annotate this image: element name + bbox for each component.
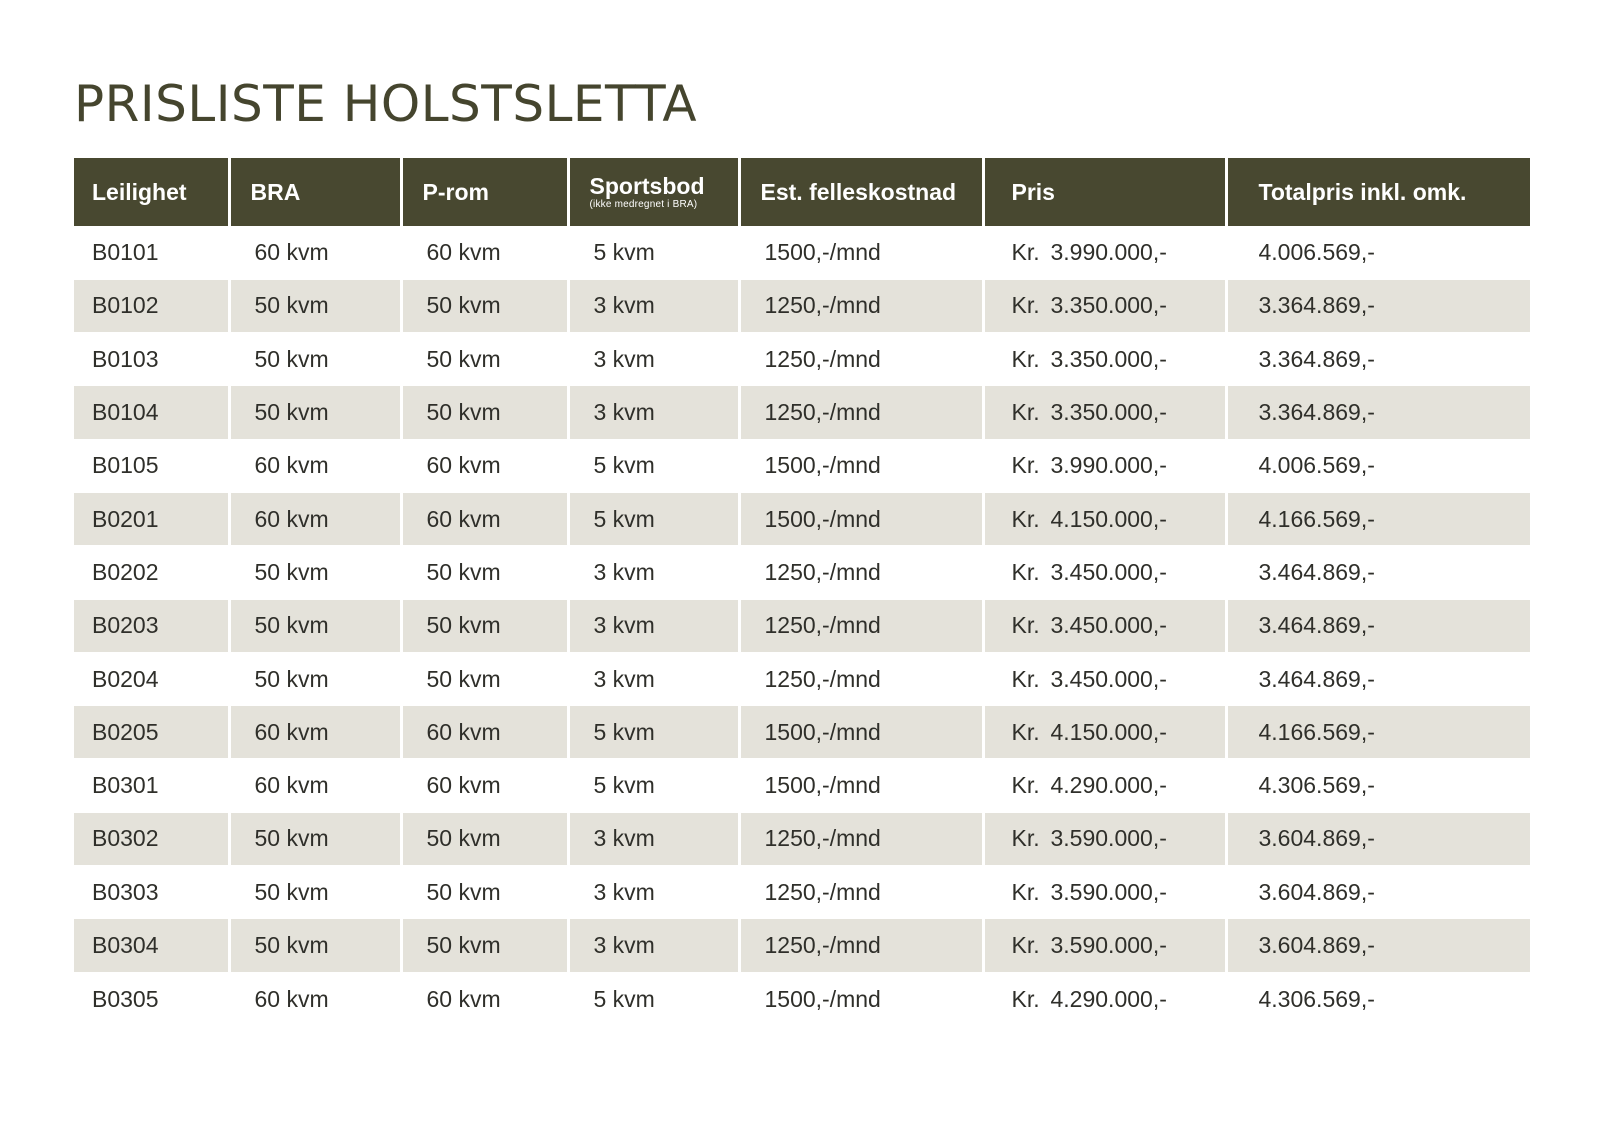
table-row (74, 919, 1530, 972)
cell-totalpris: 3.604.869,- (1226, 812, 1530, 865)
cell-prom: 50 kvm (401, 866, 568, 919)
page-title: PRISLISTE HOLSTSLETTA (74, 75, 698, 133)
cell-pris (983, 866, 1226, 919)
price-value: 3.590.000,- (1050, 878, 1167, 905)
cell-bra: 60 kvm (229, 439, 401, 492)
currency-prefix: Kr. (1011, 932, 1040, 958)
currency-prefix: Kr. (1011, 772, 1040, 799)
table-row (74, 439, 1530, 492)
cell-prom: 60 kvm (401, 492, 568, 545)
cell-leilighet: B0205 (74, 706, 229, 759)
cell-pris (983, 546, 1226, 599)
cell-sportsbod: 5 kvm (568, 759, 739, 812)
cell-pris (983, 599, 1226, 652)
cell-sportsbod: 5 kvm (568, 972, 739, 1025)
cell-leilighet: B0201 (74, 492, 229, 545)
currency-prefix: Kr. (1011, 612, 1040, 639)
cell-sportsbod: 5 kvm (568, 706, 739, 759)
cell-sportsbod: 5 kvm (568, 226, 739, 279)
cell-felleskostnad: 1500,-/mnd (739, 706, 983, 759)
cell-totalpris: 3.604.869,- (1226, 866, 1530, 919)
cell-totalpris: 4.306.569,- (1226, 759, 1530, 812)
cell-pris (983, 919, 1226, 972)
cell-prom: 50 kvm (401, 812, 568, 865)
cell-sportsbod: 5 kvm (568, 439, 739, 492)
table-row (74, 226, 1530, 279)
header-pris: Pris (983, 158, 1226, 226)
cell-prom: 60 kvm (401, 706, 568, 759)
cell-sportsbod: 3 kvm (568, 279, 739, 332)
table-row (74, 706, 1530, 759)
cell-totalpris: 3.464.869,- (1226, 652, 1530, 705)
cell-felleskostnad: 1250,-/mnd (739, 919, 983, 972)
cell-leilighet: B0103 (92, 345, 159, 372)
table-row (74, 652, 1530, 705)
cell-pris (983, 759, 1226, 812)
cell-totalpris: 3.464.869,- (1226, 599, 1530, 652)
cell-felleskostnad: 1250,-/mnd (739, 279, 983, 332)
cell-pris (983, 706, 1226, 759)
cell-totalpris: 4.006.569,- (1226, 439, 1530, 492)
cell-totalpris: 3.604.869,- (1226, 919, 1530, 972)
cell-felleskostnad: 1250,-/mnd (739, 599, 983, 652)
cell-bra: 50 kvm (229, 652, 401, 705)
table-row (74, 599, 1530, 652)
cell-sportsbod: 3 kvm (568, 652, 739, 705)
currency-prefix: Kr. (1011, 985, 1040, 1012)
cell-leilighet: B0105 (92, 452, 159, 479)
cell-pris (983, 812, 1226, 865)
table-row (74, 386, 1530, 439)
cell-totalpris: 4.166.569,- (1226, 492, 1530, 545)
price-value: 3.350.000,- (1050, 292, 1167, 319)
cell-sportsbod: 3 kvm (568, 812, 739, 865)
cell-totalpris: 4.006.569,- (1226, 226, 1530, 279)
header-row (74, 158, 1530, 226)
cell-sportsbod: 3 kvm (568, 386, 739, 439)
cell-pris (983, 439, 1226, 492)
header-totalpris: Totalpris inkl. omk. (1226, 158, 1530, 226)
cell-pris (983, 386, 1226, 439)
cell-felleskostnad: 1250,-/mnd (739, 652, 983, 705)
cell-prom: 50 kvm (401, 386, 568, 439)
table-row (74, 546, 1530, 599)
header-bra: BRA (229, 158, 401, 226)
currency-prefix: Kr. (1011, 665, 1040, 692)
table-body (74, 226, 1530, 1025)
cell-pris (983, 279, 1226, 332)
cell-totalpris: 4.166.569,- (1226, 706, 1530, 759)
table-row (74, 759, 1530, 812)
cell-totalpris: 3.364.869,- (1226, 279, 1530, 332)
price-value: 3.350.000,- (1050, 399, 1167, 426)
cell-leilighet: B0204 (92, 665, 159, 692)
cell-felleskostnad: 1500,-/mnd (739, 226, 983, 279)
cell-leilighet: B0301 (92, 772, 159, 799)
cell-totalpris: 3.464.869,- (1226, 546, 1530, 599)
price-value: 3.450.000,- (1050, 612, 1167, 639)
cell-leilighet: B0302 (74, 812, 229, 865)
cell-bra: 50 kvm (229, 279, 401, 332)
header-leilighet: Leilighet (92, 178, 187, 205)
price-value: 4.290.000,- (1050, 985, 1167, 1012)
price-value: 4.290.000,- (1050, 772, 1167, 799)
cell-bra: 60 kvm (229, 492, 401, 545)
cell-leilighet: B0203 (74, 599, 229, 652)
currency-prefix: Kr. (1011, 399, 1040, 426)
currency-prefix: Kr. (1011, 505, 1040, 532)
cell-felleskostnad: 1500,-/mnd (739, 972, 983, 1025)
cell-leilighet: B0104 (74, 386, 229, 439)
table-row (74, 279, 1530, 332)
currency-prefix: Kr. (1011, 345, 1040, 372)
cell-leilighet: B0304 (74, 919, 229, 972)
table-row (74, 972, 1530, 1025)
cell-leilighet: B0202 (92, 558, 159, 585)
price-value: 3.450.000,- (1050, 558, 1167, 585)
cell-prom: 60 kvm (401, 439, 568, 492)
cell-leilighet: B0101 (92, 238, 159, 265)
price-value: 3.450.000,- (1050, 665, 1167, 692)
cell-sportsbod: 5 kvm (568, 492, 739, 545)
cell-felleskostnad: 1500,-/mnd (739, 759, 983, 812)
cell-pris (983, 972, 1226, 1025)
price-value: 3.350.000,- (1050, 345, 1167, 372)
cell-bra: 50 kvm (229, 599, 401, 652)
cell-pris (983, 226, 1226, 279)
cell-felleskostnad: 1500,-/mnd (739, 492, 983, 545)
cell-pris (983, 652, 1226, 705)
cell-sportsbod: 3 kvm (568, 546, 739, 599)
cell-totalpris: 4.306.569,- (1226, 972, 1530, 1025)
price-value: 4.150.000,- (1050, 505, 1167, 532)
price-value: 3.990.000,- (1050, 452, 1167, 479)
cell-felleskostnad: 1250,-/mnd (739, 386, 983, 439)
price-value: 3.590.000,- (1050, 825, 1167, 852)
cell-bra: 60 kvm (229, 706, 401, 759)
table-row (74, 492, 1530, 545)
cell-sportsbod: 3 kvm (568, 599, 739, 652)
currency-prefix: Kr. (1011, 825, 1040, 852)
cell-bra: 50 kvm (229, 812, 401, 865)
cell-leilighet: B0305 (92, 985, 159, 1012)
header-sportsbod (568, 158, 739, 226)
cell-bra: 50 kvm (229, 333, 401, 386)
currency-prefix: Kr. (1011, 452, 1040, 479)
currency-prefix: Kr. (1011, 718, 1040, 745)
cell-felleskostnad: 1250,-/mnd (739, 333, 983, 386)
cell-prom: 50 kvm (401, 652, 568, 705)
cell-bra: 50 kvm (229, 546, 401, 599)
cell-prom: 50 kvm (401, 599, 568, 652)
cell-bra: 60 kvm (229, 972, 401, 1025)
cell-prom: 60 kvm (401, 759, 568, 812)
cell-felleskostnad: 1250,-/mnd (739, 812, 983, 865)
price-table (74, 158, 1530, 1025)
cell-sportsbod: 3 kvm (568, 333, 739, 386)
cell-prom: 50 kvm (401, 279, 568, 332)
table-row (74, 333, 1530, 386)
cell-prom: 50 kvm (401, 919, 568, 972)
cell-bra: 50 kvm (229, 386, 401, 439)
cell-felleskostnad: 1250,-/mnd (739, 866, 983, 919)
cell-totalpris: 3.364.869,- (1226, 333, 1530, 386)
cell-leilighet: B0303 (92, 878, 159, 905)
cell-prom: 60 kvm (401, 226, 568, 279)
table-row (74, 812, 1530, 865)
cell-pris (983, 492, 1226, 545)
header-sportsbod-note: (ikke medregnet i BRA) (589, 199, 698, 211)
cell-felleskostnad: 1250,-/mnd (739, 546, 983, 599)
cell-prom: 50 kvm (401, 333, 568, 386)
cell-totalpris: 3.364.869,- (1226, 386, 1530, 439)
cell-prom: 60 kvm (401, 972, 568, 1025)
cell-bra: 50 kvm (229, 866, 401, 919)
currency-prefix: Kr. (1011, 238, 1040, 265)
table-header (74, 158, 1530, 226)
price-value: 3.990.000,- (1050, 238, 1167, 265)
currency-prefix: Kr. (1011, 292, 1040, 319)
cell-felleskostnad: 1500,-/mnd (739, 439, 983, 492)
header-prom: P-rom (401, 158, 568, 226)
cell-leilighet: B0102 (74, 279, 229, 332)
cell-bra: 60 kvm (229, 759, 401, 812)
cell-sportsbod: 3 kvm (568, 919, 739, 972)
price-value: 3.590.000,- (1050, 932, 1167, 958)
header-sportsbod-label: Sportsbod (589, 172, 705, 199)
cell-bra: 60 kvm (229, 226, 401, 279)
cell-prom: 50 kvm (401, 546, 568, 599)
table-row (74, 866, 1530, 919)
cell-bra: 50 kvm (229, 919, 401, 972)
currency-prefix: Kr. (1011, 558, 1040, 585)
price-value: 4.150.000,- (1050, 718, 1167, 745)
header-felleskostnad: Est. felleskostnad (739, 158, 983, 226)
cell-pris (983, 333, 1226, 386)
currency-prefix: Kr. (1011, 878, 1040, 905)
cell-sportsbod: 3 kvm (568, 866, 739, 919)
